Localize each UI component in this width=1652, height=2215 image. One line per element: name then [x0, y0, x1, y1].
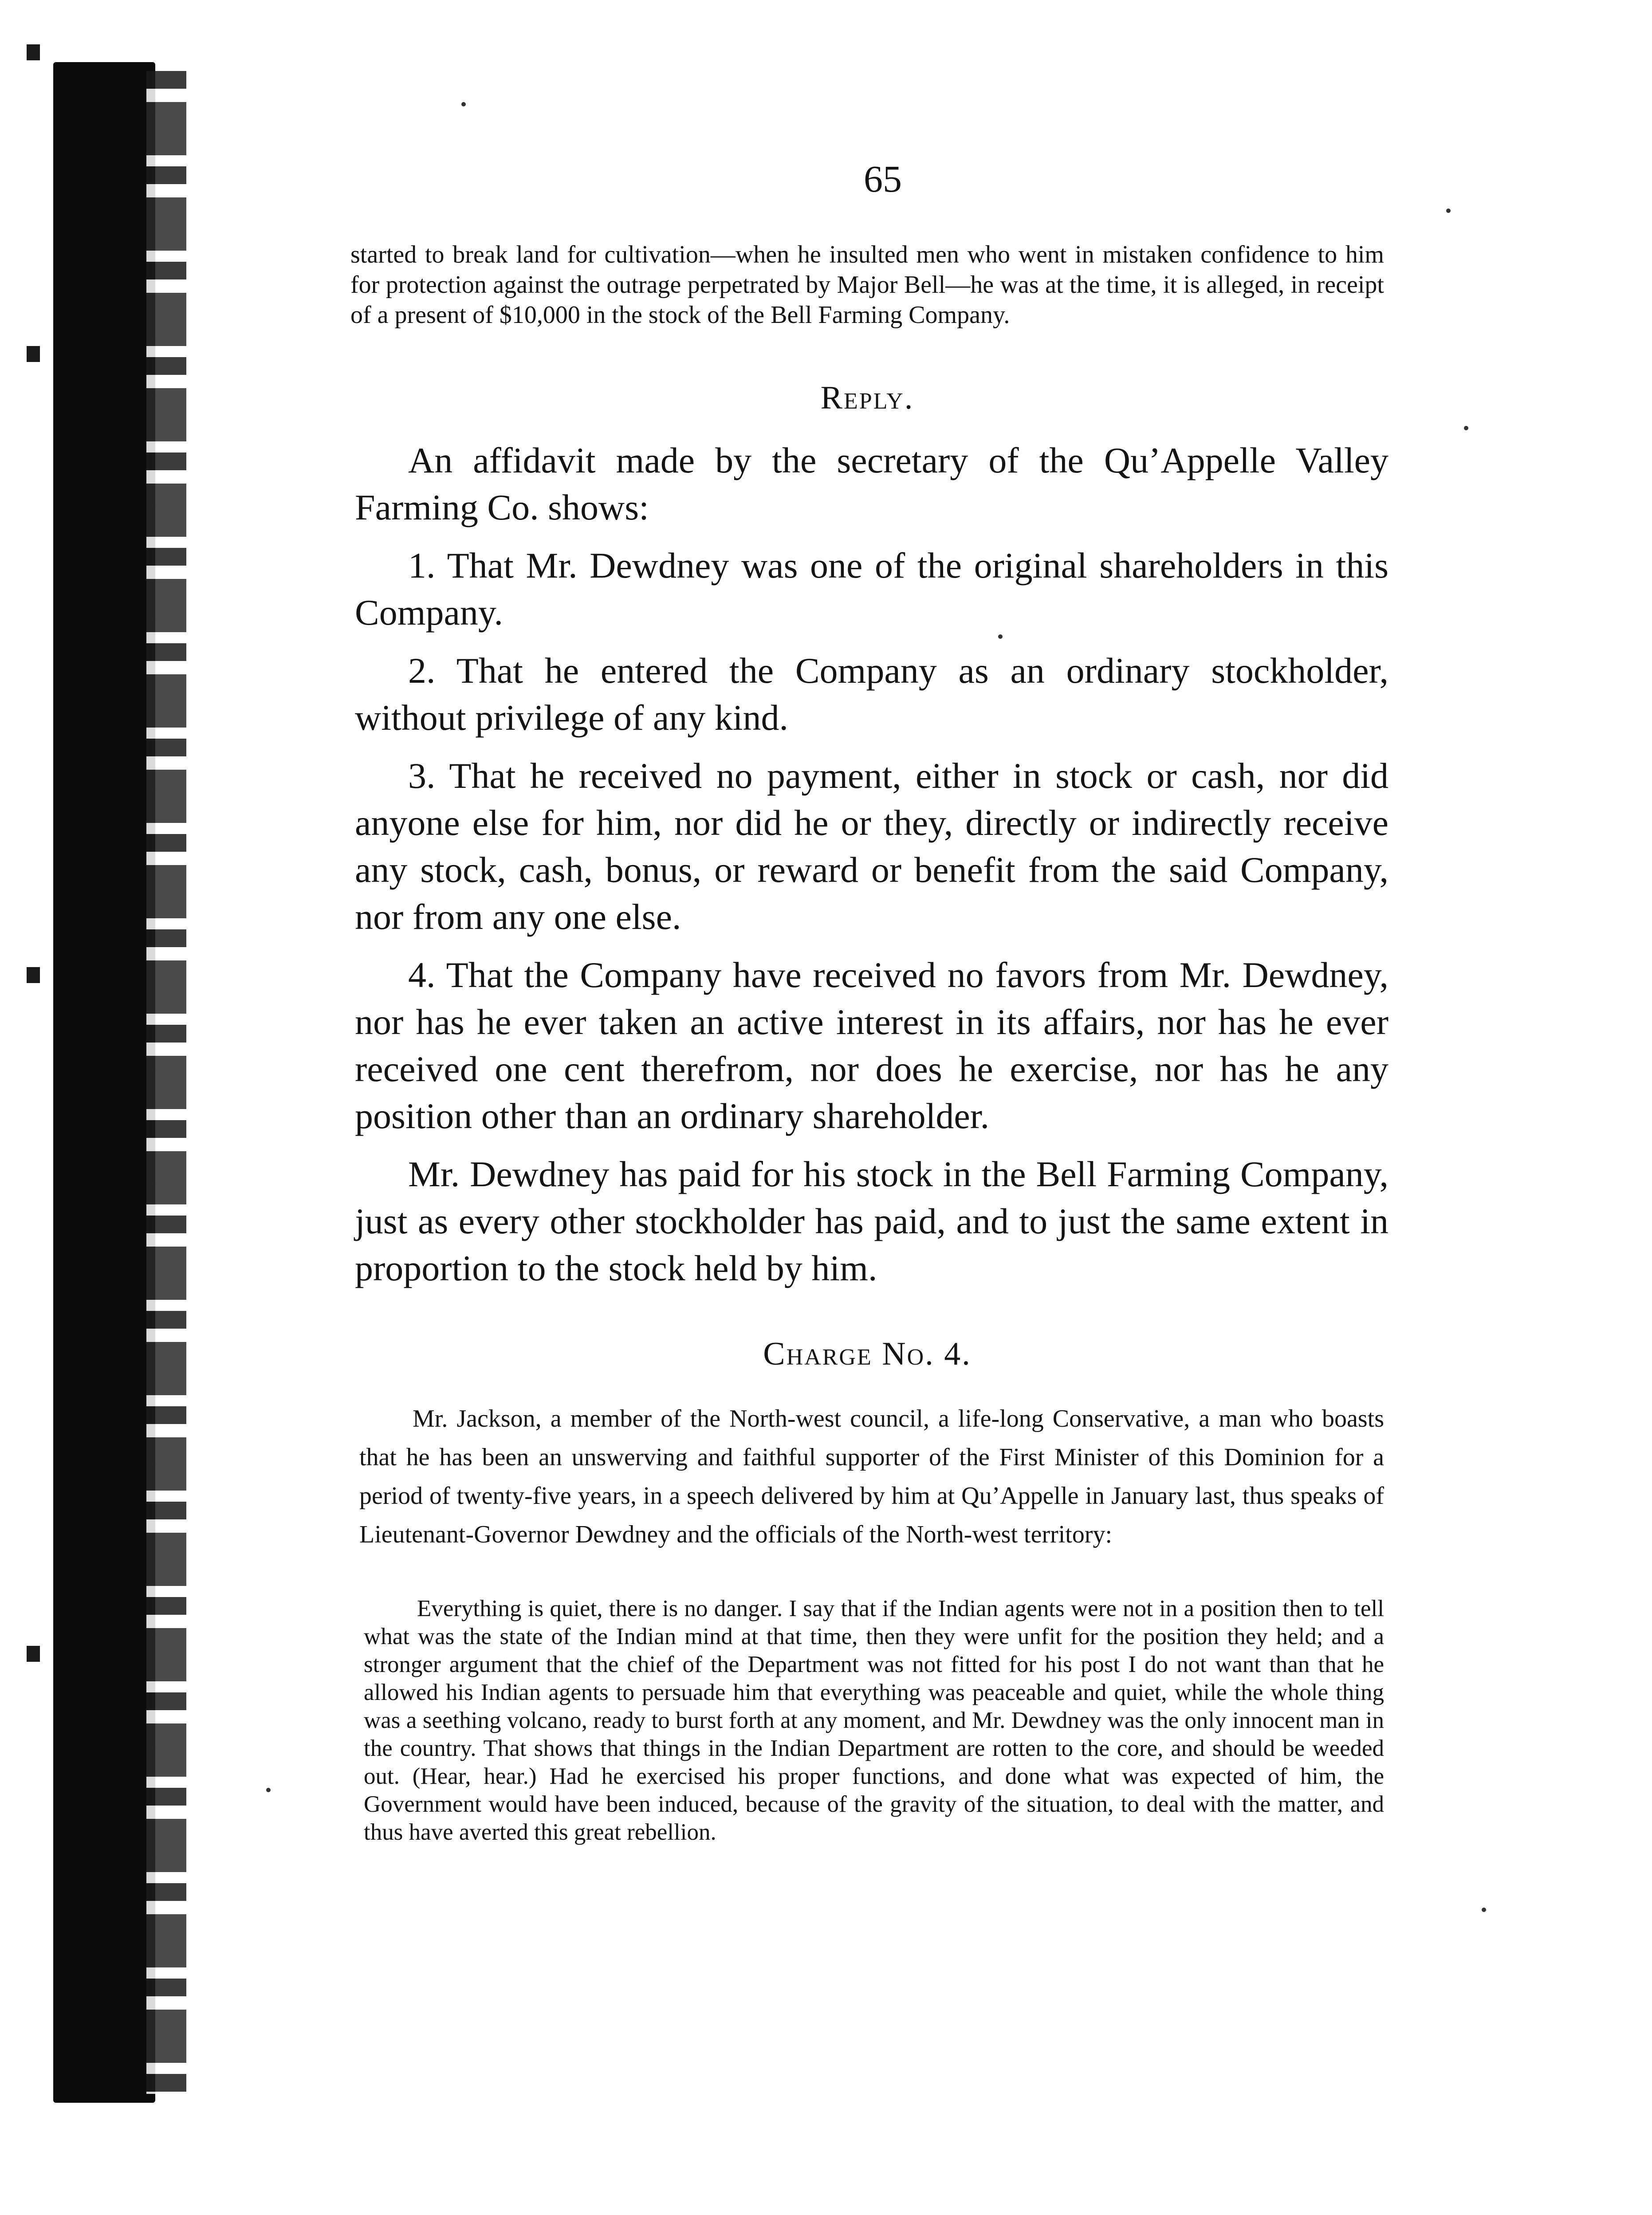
print-speck — [998, 634, 1003, 639]
intro-paragraph: started to break land for cultivation—when he insulted men who went in mistaken confidence to him for protection against the outrage perpetrated by Major Bell—he was at the time, it is alleged, in receipt of a present of $10,000 in the stock of the Bell Farming Company. — [350, 241, 1384, 329]
reply-section — [355, 437, 1388, 1303]
charge-paragraph: Mr. Jackson, a member of the North-west council, a life-long Conservative, a man who boasts that he has been an unswerving and faithful supporter of the First Minister of this Dominion for a period of twenty-five years, in a speech delivered by him at Qu’Appelle in January last, thus speaks of Lieutenant-Governor Dewdney and the officials of the North-west territory: — [359, 1405, 1384, 1548]
binding-mark — [27, 346, 40, 362]
print-speck — [1482, 1908, 1486, 1912]
reply-paragraph: 2. That he entered the Company as an ordinary stockholder, without privilege of any kind. — [355, 650, 1388, 738]
print-speck — [1464, 426, 1468, 430]
reply-paragraph: An affidavit made by the secretary of the Qu’Appelle Valley Farming Co. shows: — [355, 440, 1388, 527]
print-speck — [266, 1788, 271, 1792]
binding-edge — [146, 71, 186, 2094]
binding-shadow — [53, 62, 155, 2103]
binding-mark — [27, 967, 40, 983]
binding-mark — [27, 1646, 40, 1662]
binding-mark — [27, 44, 40, 60]
print-speck — [461, 102, 466, 106]
reply-heading: Reply. — [820, 380, 914, 416]
quoted-speech: Everything is quiet, there is no danger. I say that if the Indian agents were not in a position then to tell what was the state of the Indian mind at that time, then they were unfit for the position they held; and a stronger argument that the chief of the Department was not fitted for his post I do not want than that he allowed his Indian agents to persuade him that everything was peaceable and quiet, while the whole thing was a seething volcano, ready to burst forth at any moment, and Mr. Dewdney was the only innocent man in the country. That shows that things in the Indian Department are rotten to the core, and should be weeded out. (Hear, hear.) Had he exercised his proper functions, and done what was expected of him, the Government would have been induced, because of the gravity of the situation, to deal with the matter, and thus have averted this great rebellion. — [364, 1596, 1384, 1845]
reply-paragraph: 3. That he received no payment, either in stock or cash, nor did anyone else for him, nor did he or they, directly or indirectly receive any stock, cash, bonus, or reward or benefit from the said Company, nor from any one else. — [355, 755, 1388, 937]
page-number: 65 — [864, 157, 902, 200]
print-speck — [1446, 209, 1451, 213]
charge-heading: Charge No. 4. — [763, 1336, 972, 1372]
reply-paragraph: Mr. Dewdney has paid for his stock in the Bell Farming Company, just as every other stockholder has paid, and to just the same extent in proportion to the stock held by him. — [355, 1154, 1388, 1288]
reply-paragraph: 4. That the Company have received no favors from Mr. Dewdney, nor has he ever taken an active interest in its affairs, nor has he ever received one cent therefrom, nor does he exercise, nor has he any position other than an ordinary shareholder. — [355, 955, 1388, 1136]
reply-paragraph: 1. That Mr. Dewdney was one of the original shareholders in this Company. — [355, 545, 1388, 633]
